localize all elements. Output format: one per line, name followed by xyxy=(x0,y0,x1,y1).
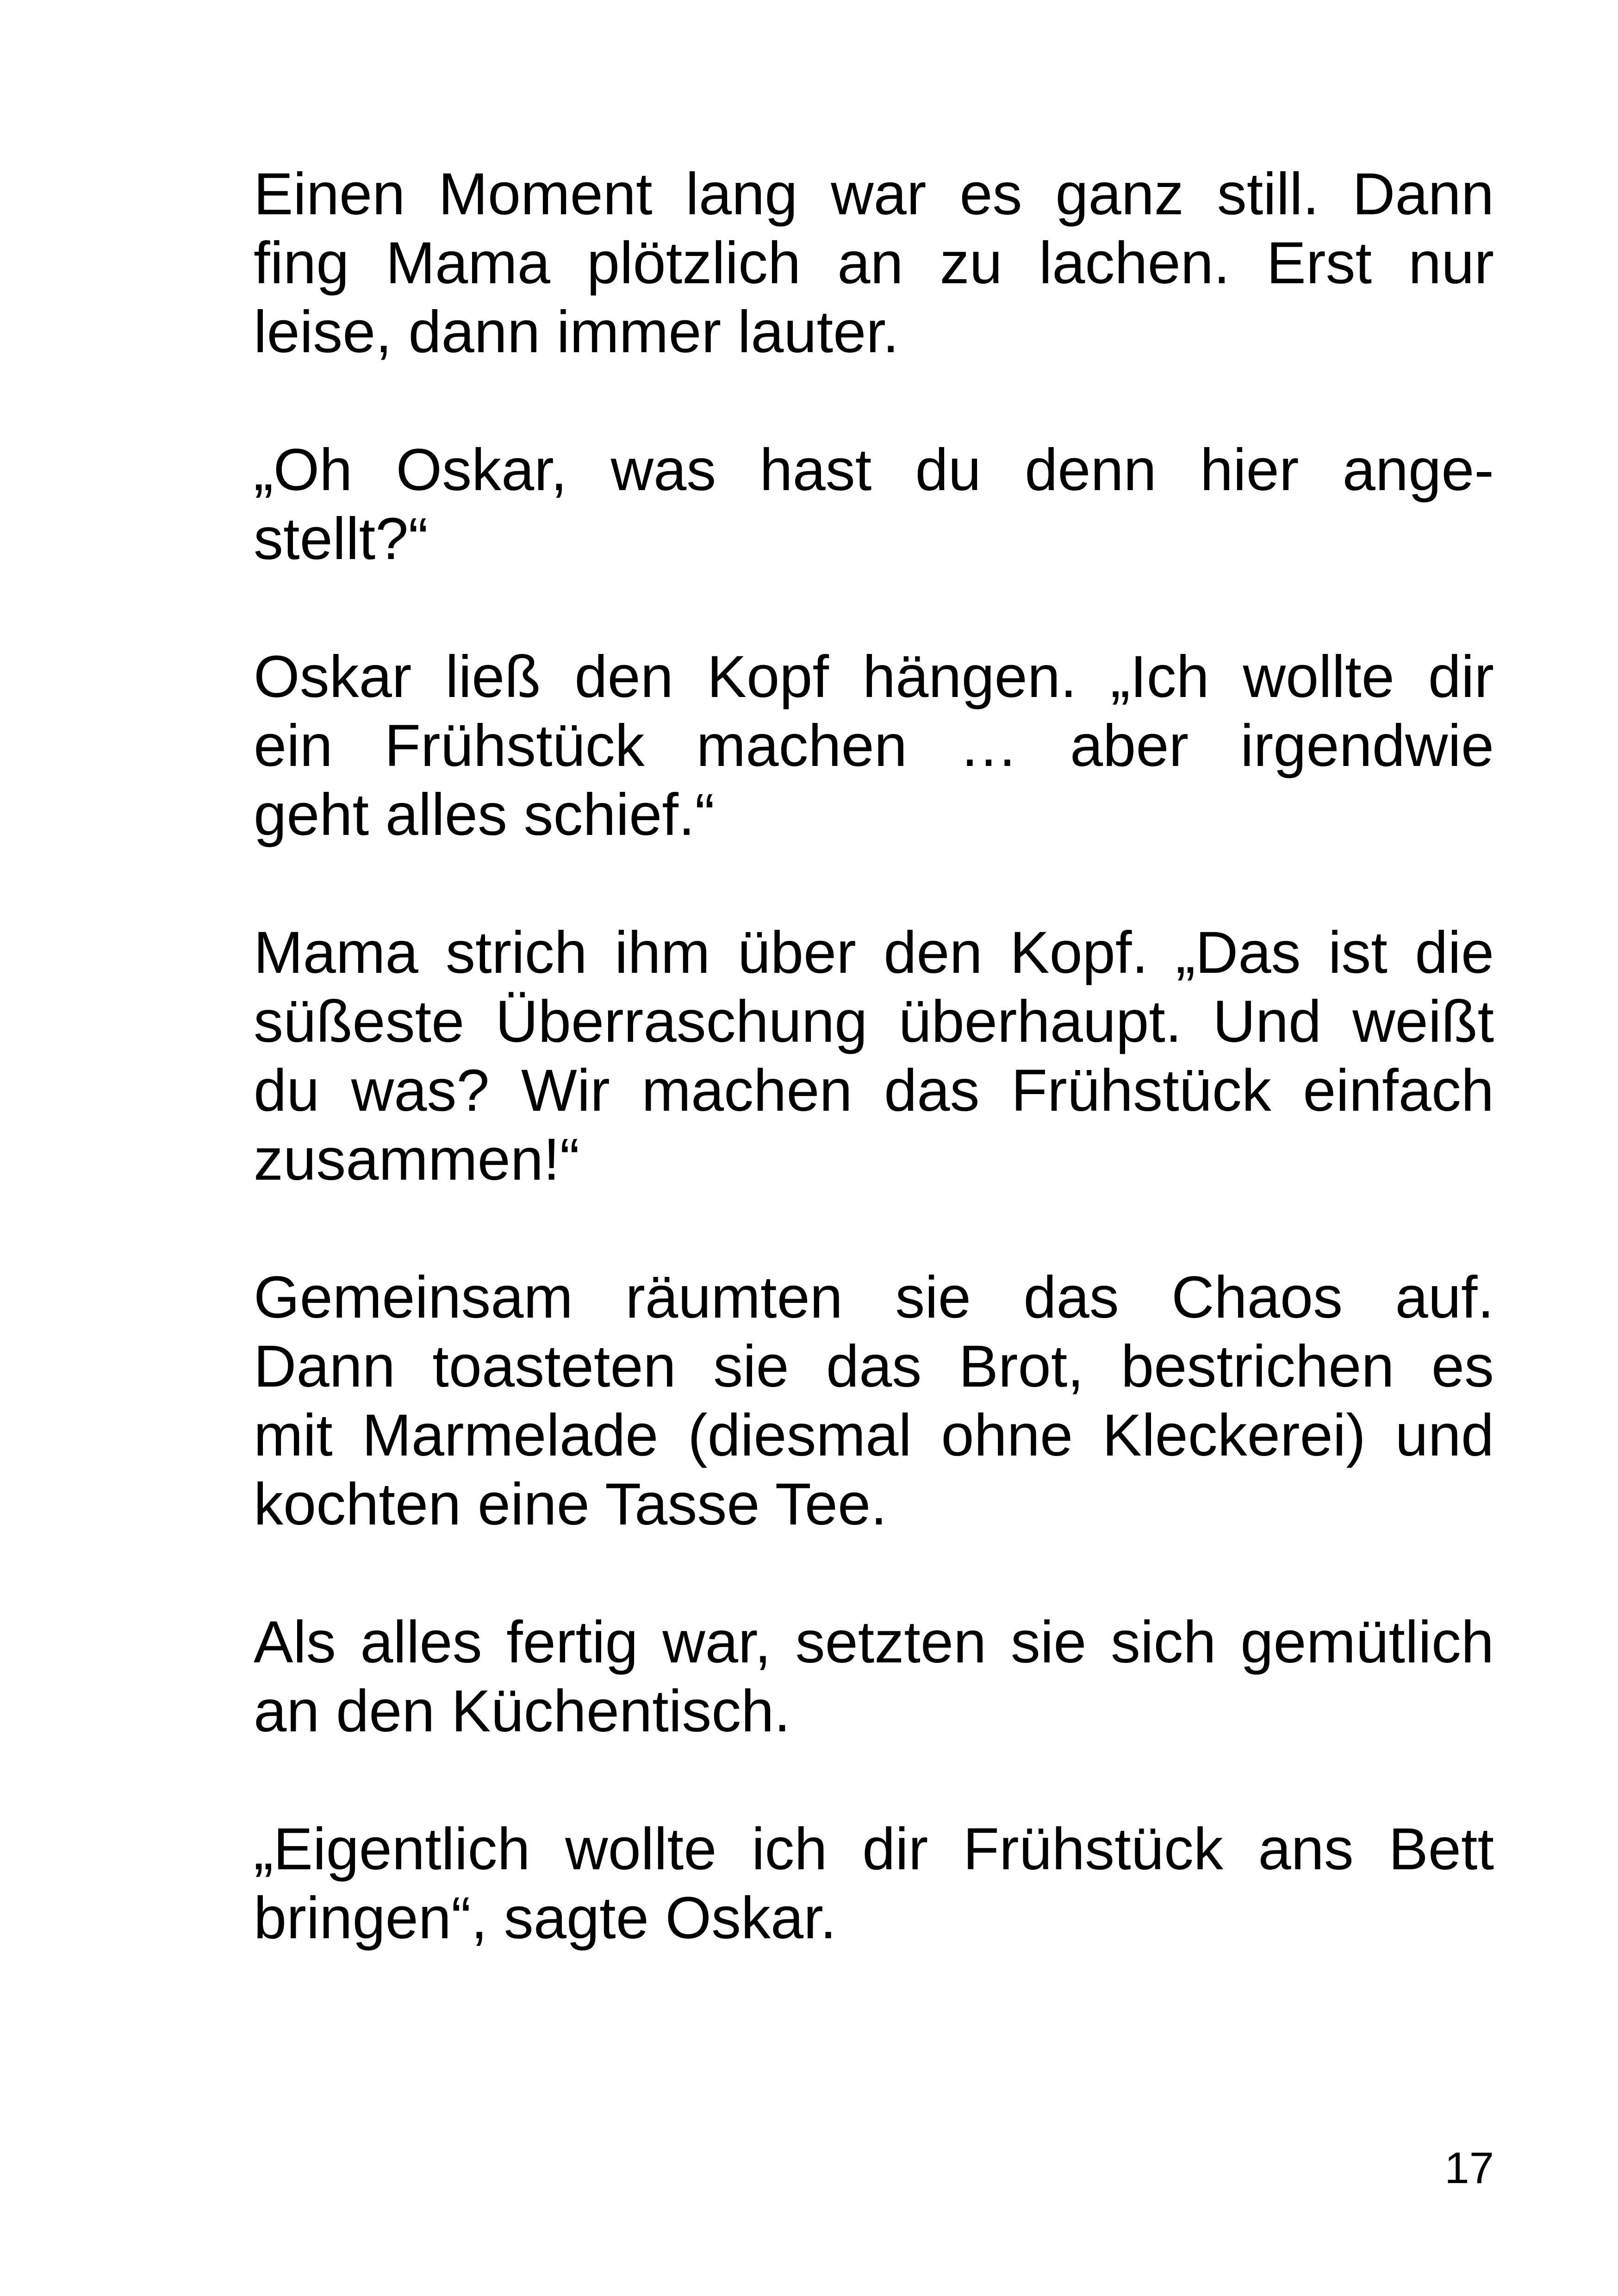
text-line: leise, dann immer lauter. xyxy=(254,299,899,365)
text-line: fing Mama plötzlich an zu lachen. Erst nur xyxy=(254,230,1494,296)
text-line: „Oh Oskar, was hast du denn hier ange- xyxy=(254,437,1494,503)
text-line: Oskar ließ den Kopf hängen. „Ich wollte dir xyxy=(254,644,1494,710)
paragraph xyxy=(254,1608,1494,1746)
text-line: Als alles fertig war, setzten sie sich gemütlich xyxy=(254,1609,1494,1675)
text-line: kochten eine Tasse Tee. xyxy=(254,1471,887,1537)
paragraph xyxy=(254,642,1494,849)
text-line: Einen Moment lang war es ganz still. Dann xyxy=(254,161,1494,227)
text-line: ein Frühstück machen … aber irgendwie xyxy=(254,713,1494,779)
text-line: geht alles schief.“ xyxy=(254,782,715,848)
text-line: an den Küchentisch. xyxy=(254,1678,790,1744)
paragraph xyxy=(254,1263,1494,1539)
paragraph xyxy=(254,918,1494,1194)
paragraph xyxy=(254,160,1494,367)
text-line: du was? Wir machen das Frühstück einfach xyxy=(254,1058,1494,1124)
text-line: „Eigentlich wollte ich dir Frühstück ans Bett xyxy=(254,1816,1494,1882)
text-line: mit Marmelade (diesmal ohne Kleckerei) und xyxy=(254,1402,1494,1468)
page-number: 17 xyxy=(1444,2143,1494,2193)
paragraph xyxy=(254,436,1494,573)
story-text xyxy=(254,160,1494,1953)
text-line: zusammen!“ xyxy=(254,1126,580,1193)
text-line: süßeste Überraschung überhaupt. Und weißt xyxy=(254,989,1494,1055)
text-line: stellt?“ xyxy=(254,506,428,572)
text-line: Gemeinsam räumten sie das Chaos auf. xyxy=(254,1264,1494,1331)
text-line: Mama strich ihm über den Kopf. „Das ist die xyxy=(254,920,1494,986)
paragraph xyxy=(254,1815,1494,1953)
text-line: Dann toasteten sie das Brot, bestrichen es xyxy=(254,1333,1494,1400)
text-line: bringen“, sagte Oskar. xyxy=(254,1885,837,1951)
